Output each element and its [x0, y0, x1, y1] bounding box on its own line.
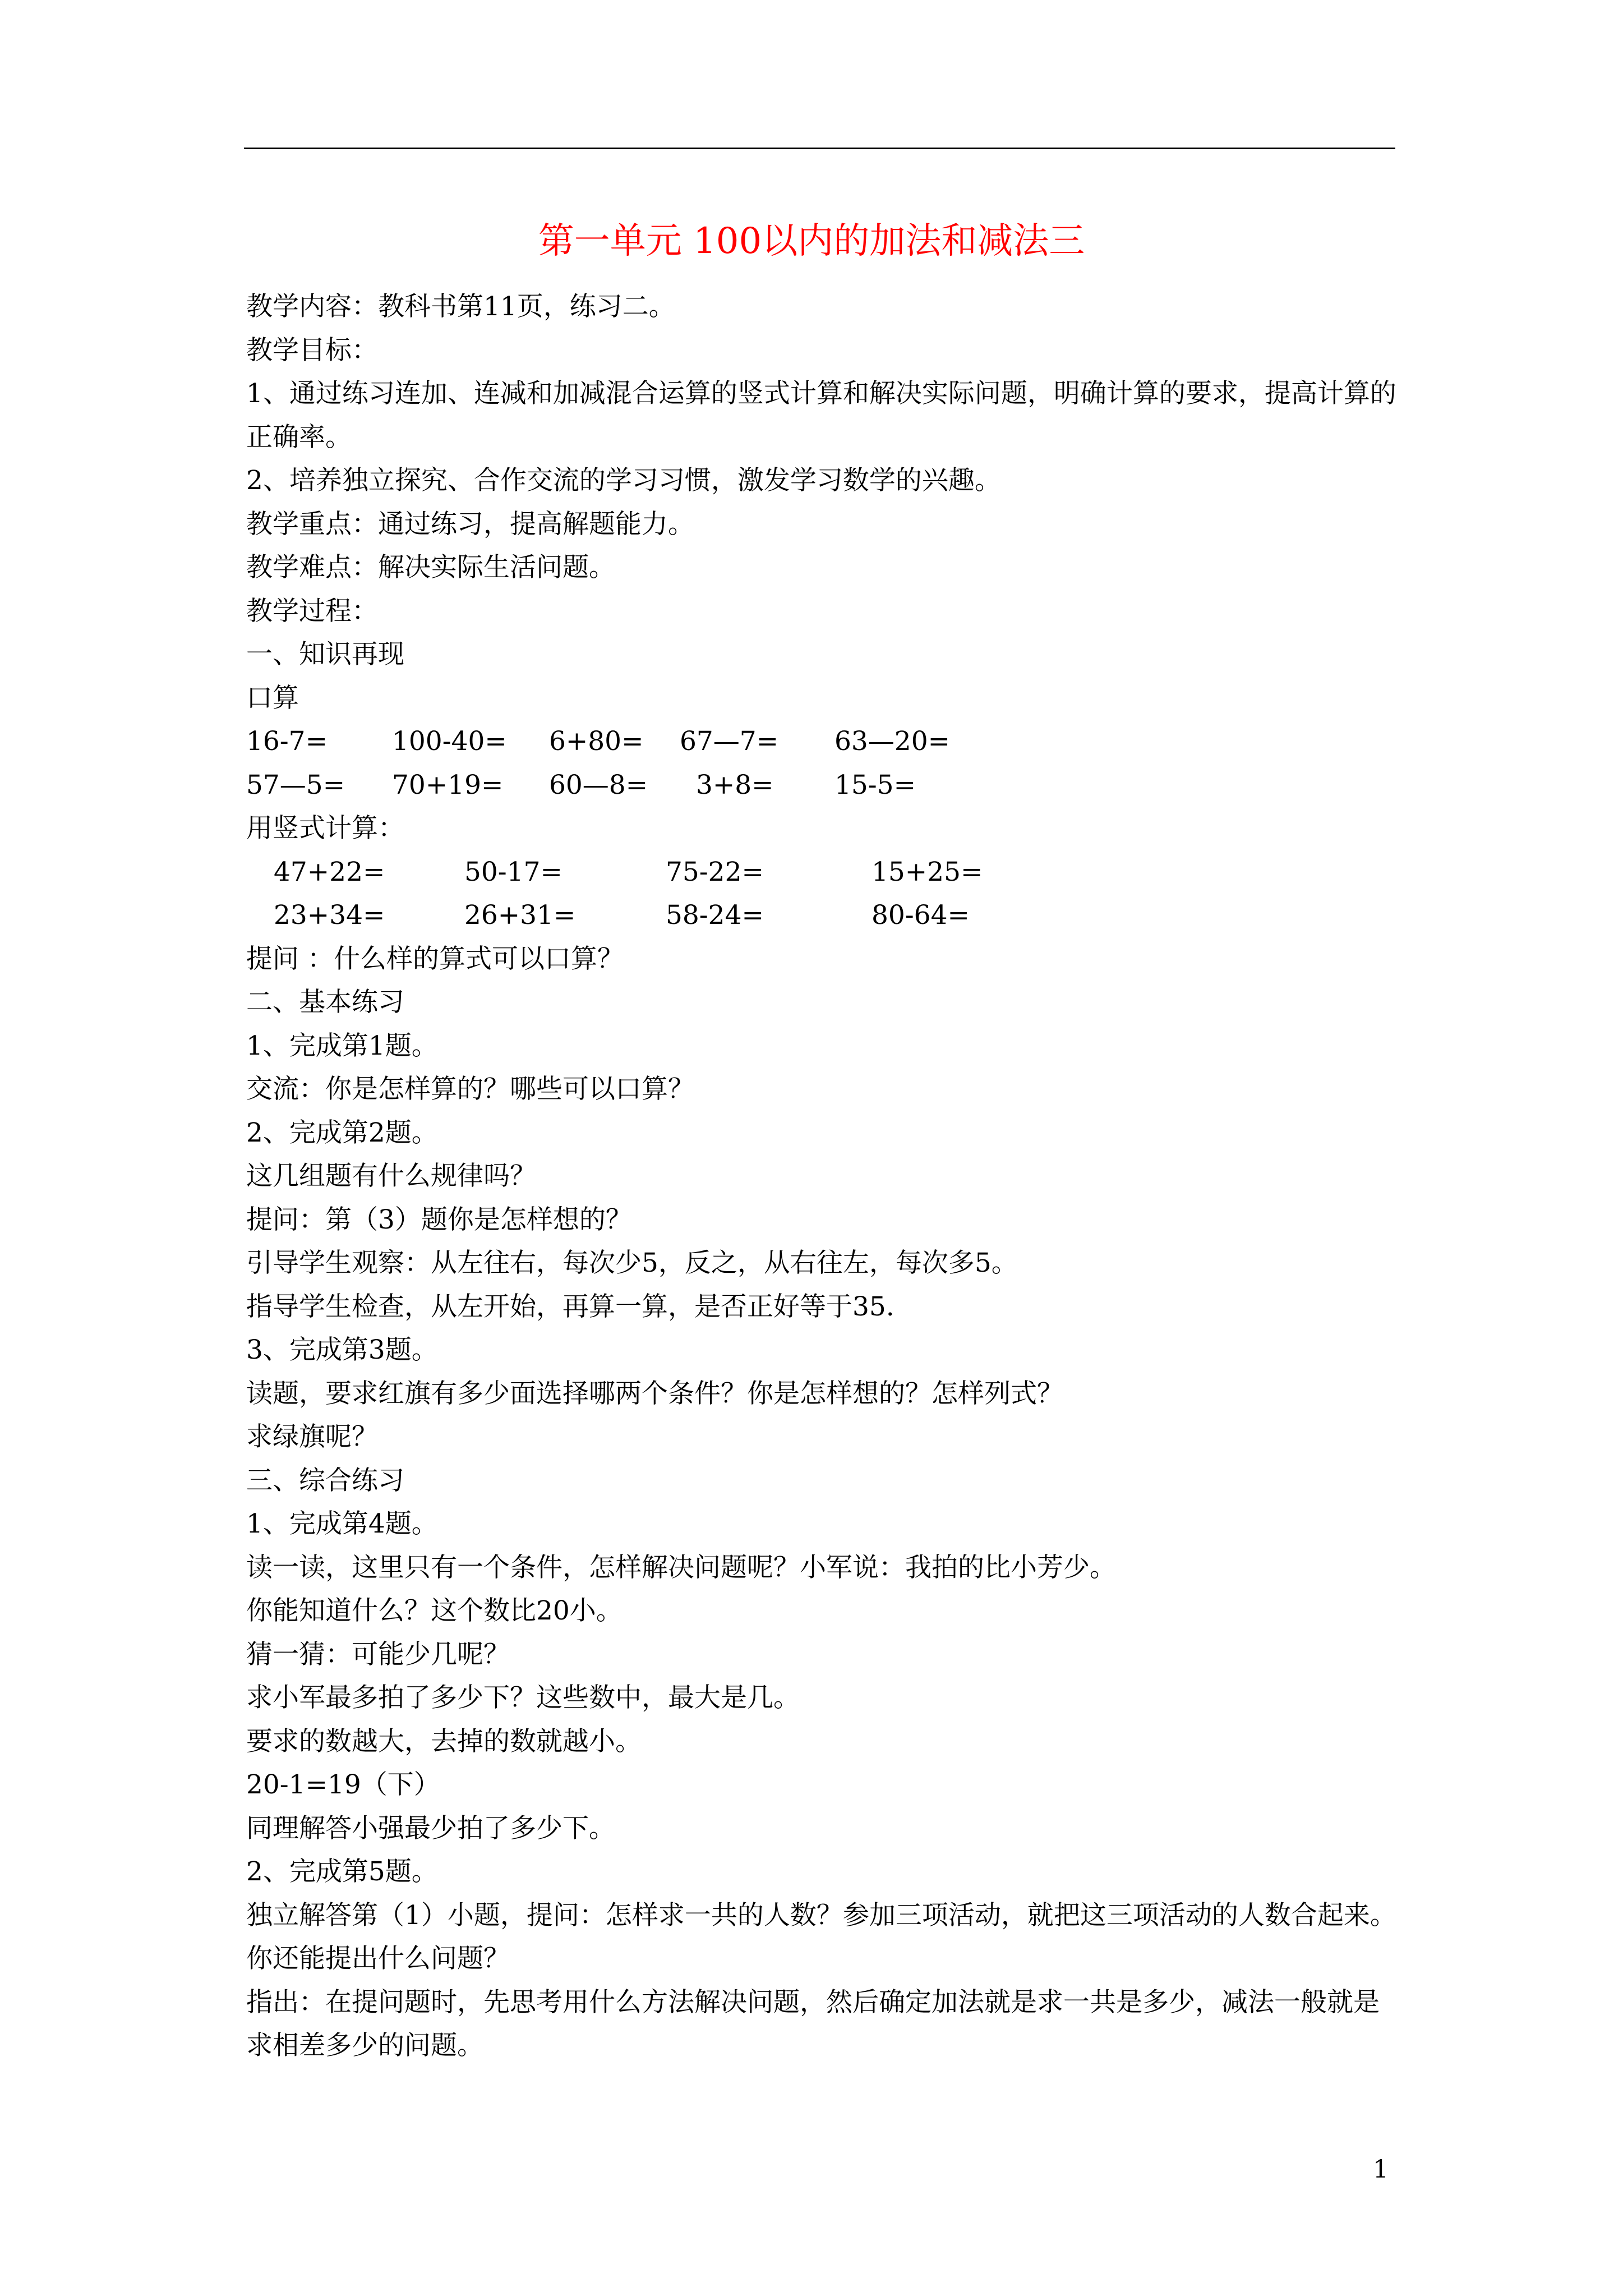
text-line: 提问 ：什么样的算式可以口算？ [246, 943, 624, 974]
text-line: 2、培养独立探究、合作交流的学习习惯，激发学习数学的兴趣。 [246, 465, 1001, 496]
text-line: 求小军最多拍了多少下？这些数中，最大是几。 [246, 1682, 800, 1713]
vertical-calc-item: 23+34= [274, 900, 385, 931]
text-line: 教学过程： [246, 595, 378, 627]
vertical-calc-item: 26+31= [464, 900, 576, 931]
page-number: 1 [1373, 2155, 1389, 2184]
oral-calc-item: 60—8= [549, 769, 648, 800]
oral-calc-row [246, 720, 1401, 763]
oral-calc-row [246, 763, 1401, 807]
vertical-calc-item: 47+22= [274, 856, 385, 887]
vertical-calc-item: 15+25= [872, 856, 983, 887]
text-line: 2、完成第5题。 [246, 1856, 438, 1887]
oral-calc-item: 15-5= [834, 769, 916, 800]
text-line: 同理解答小强最少拍了多少下。 [246, 1812, 615, 1844]
text-line: 教学难点：解决实际生活问题。 [246, 552, 615, 583]
vertical-calc-item: 50-17= [464, 856, 562, 887]
text-line: 用竖式计算： [246, 813, 404, 844]
text-line: 要求的数越大，去掉的数就越小。 [246, 1726, 642, 1757]
page-title: 第一单元 100以内的加法和减法三 [538, 220, 1085, 262]
text-line: 你还能提出什么问题？ [246, 1943, 510, 1974]
vertical-calc-row [246, 894, 1401, 937]
vertical-calc-item: 58-24= [666, 900, 764, 931]
oral-calc-item: 70+19= [392, 769, 504, 800]
text-line: 1、完成第1题。 [246, 1030, 438, 1061]
text-line: 独立解答第（1）小题，提问：怎样求一共的人数？参加三项活动，就把这三项活动的人数合起来。 [246, 1899, 1396, 1931]
oral-calc-item: 57—5= [246, 769, 345, 800]
text-line: 这几组题有什么规律吗？ [246, 1161, 536, 1191]
oral-calc-item: 16-7= [246, 726, 328, 757]
section-heading: 三、综合练习 [246, 1465, 404, 1496]
text-line: 教学目标： [246, 334, 378, 366]
text-line: 猜一猜：可能少几呢？ [246, 1639, 510, 1670]
oral-calc-item: 67—7= [680, 726, 779, 757]
text-line: 提问：第（3）题你是怎样想的？ [246, 1204, 632, 1235]
text-line: 读题，要求红旗有多少面选择哪两个条件？你是怎样想的？怎样列式？ [246, 1378, 1063, 1409]
text-line: 1、完成第4题。 [246, 1508, 438, 1539]
text-line: 引导学生观察：从左往右，每次少5，反之，从右往左，每次多5。 [246, 1248, 1018, 1278]
text-line: 你能知道什么？这个数比20小。 [246, 1595, 623, 1626]
vertical-calc-row [246, 850, 1401, 894]
oral-calc-item: 100-40= [392, 726, 507, 757]
text-line: 指出：在提问题时，先思考用什么方法解决问题，然后确定加法就是求一共是多少，减法一般就是求相差多少的问题。 [246, 1986, 1380, 2061]
text-line: 指导学生检查，从左开始，再算一算，是否正好等于35. [246, 1291, 895, 1322]
text-line: 口算 [246, 682, 299, 714]
document-body [246, 285, 1401, 2068]
text-line: 20-1=19（下） [246, 1769, 440, 1800]
oral-calc-item: 3+8= [696, 769, 774, 800]
text-line: 求绿旗呢？ [246, 1421, 378, 1452]
vertical-calc-item: 75-22= [666, 856, 764, 887]
section-heading: 二、基本练习 [246, 987, 404, 1018]
oral-calc-item: 6+80= [549, 726, 644, 757]
text-line: 2、完成第2题。 [246, 1117, 438, 1148]
text-line: 教学重点：通过练习，提高解题能力。 [246, 508, 694, 540]
vertical-calc-item: 80-64= [872, 900, 970, 931]
text-line: 读一读，这里只有一个条件，怎样解决问题呢？小军说：我拍的比小芳少。 [246, 1552, 1116, 1583]
text-line: 3、完成第3题。 [246, 1335, 438, 1365]
oral-calc-item: 63—20= [834, 726, 950, 757]
text-line: 交流：你是怎样算的？哪些可以口算？ [246, 1074, 694, 1105]
text-line: 教学内容：教科书第11页，练习二。 [246, 291, 675, 322]
header-rule [244, 148, 1395, 149]
section-heading: 一、知识再现 [246, 639, 404, 670]
text-line: 1、通过练习连加、连减和加减混合运算的竖式计算和解决实际问题，明确计算的要求，提高计算的正确率。 [246, 378, 1396, 453]
